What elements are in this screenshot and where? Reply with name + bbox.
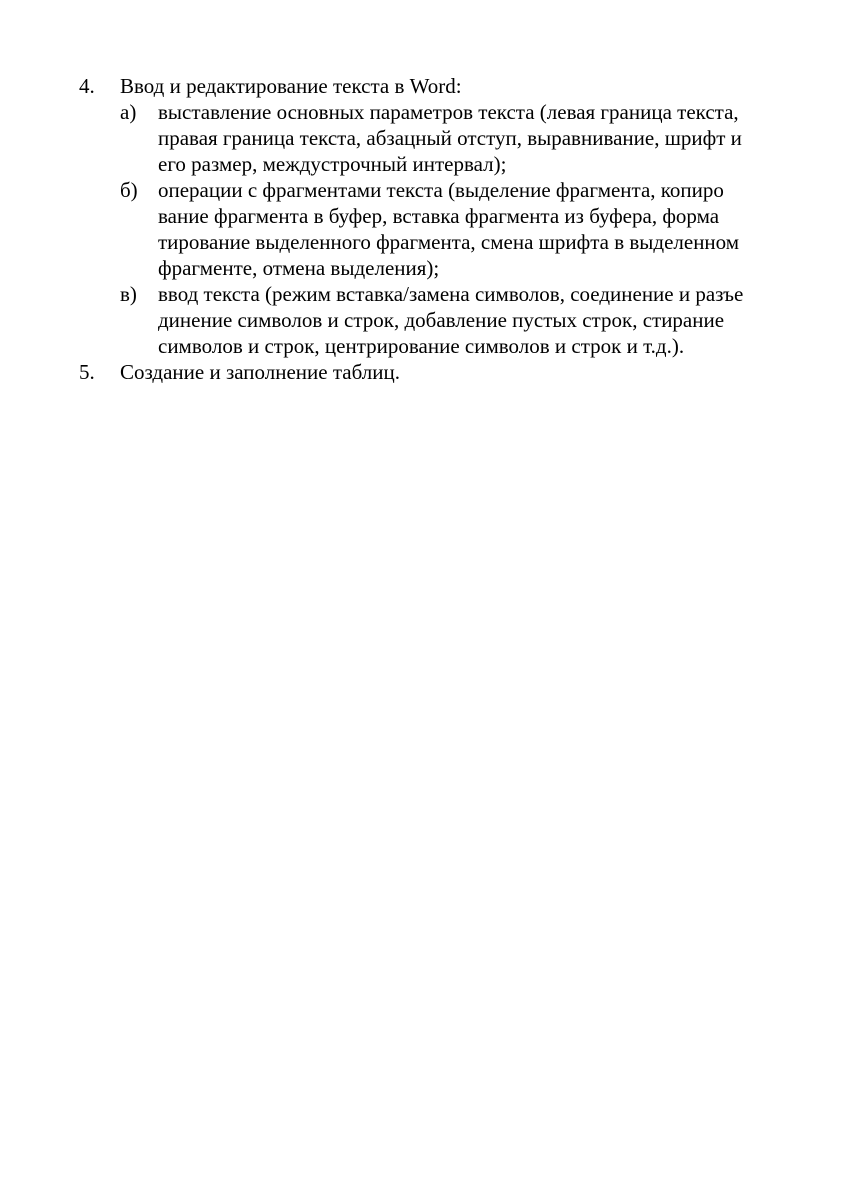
sub-item-letter: б) xyxy=(120,178,138,202)
sub-item-line: тирование выделенного фрагмента, смена шрифта в выделенном xyxy=(158,230,740,254)
sub-list xyxy=(120,99,779,359)
sub-item-line: правая граница текста, абзацный отступ, выравнивание, шрифт и xyxy=(158,126,742,150)
list-item-number: 5. xyxy=(79,360,95,384)
sub-item-v xyxy=(120,281,779,359)
sub-item-line: выставление основных параметров текста (левая граница текста, xyxy=(158,100,739,124)
list-item-5 xyxy=(79,359,779,385)
list-item-4 xyxy=(79,73,779,359)
sub-item-line: операции с фрагментами текста (выделение фрагмента, копиро xyxy=(158,178,724,202)
sub-item-letter: а) xyxy=(120,100,137,124)
list-item-text: Создание и заполнение таблиц. xyxy=(120,360,400,384)
sub-item-line: его размер, междустрочный интервал); xyxy=(158,152,507,176)
sub-item-line: ввод текста (режим вставка/замена символов, соединение и разъе xyxy=(158,282,744,306)
sub-item-line: вание фрагмента в буфер, вставка фрагмента из буфера, форма xyxy=(158,204,720,228)
sub-item-letter: в) xyxy=(120,282,137,306)
sub-item-line: символов и строк, центрирование символов и строк и т.д.). xyxy=(158,334,685,358)
sub-item-line: фрагменте, отмена выделения); xyxy=(158,256,440,280)
sub-item-line: динение символов и строк, добавление пустых строк, стирание xyxy=(158,308,725,332)
sub-item-b xyxy=(120,177,779,281)
document-body xyxy=(79,73,779,385)
list-item-text: Ввод и редактирование текста в Word: xyxy=(120,74,462,98)
sub-item-a xyxy=(120,99,779,177)
list-item-number: 4. xyxy=(79,74,95,98)
